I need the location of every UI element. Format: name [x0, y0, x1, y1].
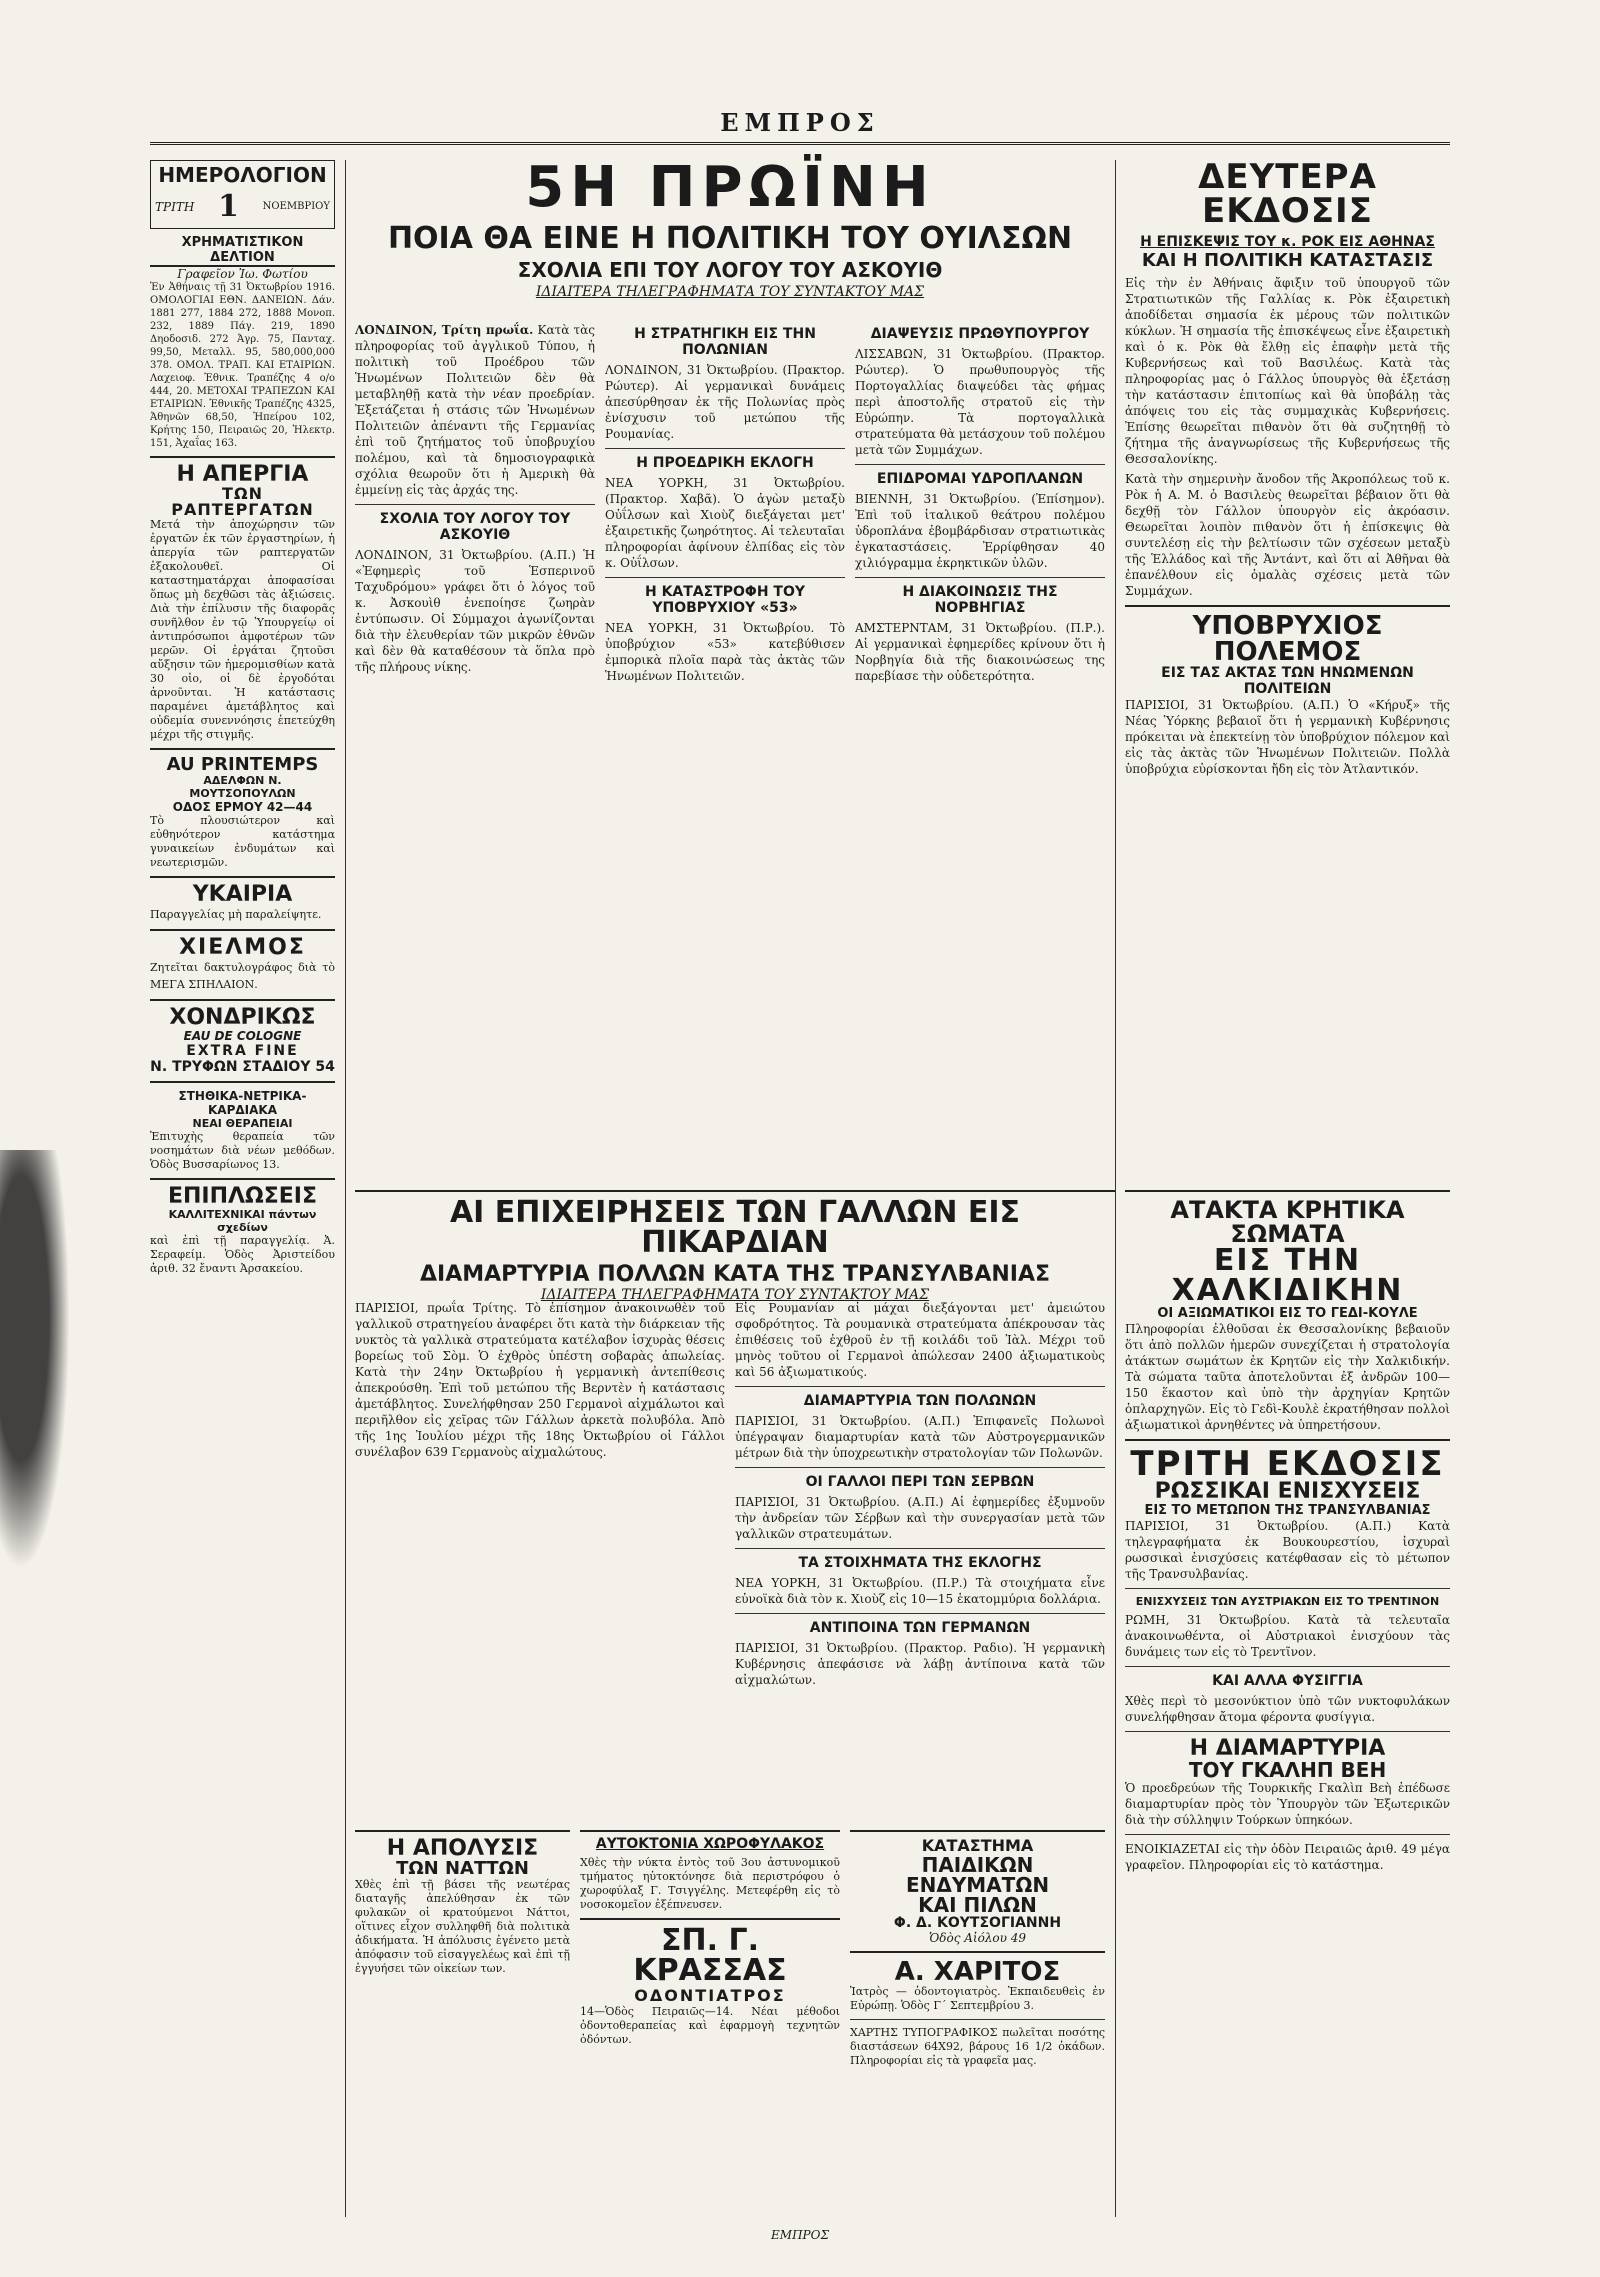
- bulletin-title: ΧΡΗΜΑΤΙΣΤΙΚΟΝ ΔΕΛΤΙΟΝ: [150, 235, 335, 267]
- picardy-telegram-line: ΙΔΙΑΙΤΕΡΑ ΤΗΛΕΓΡΑΦΗΜΑΤΑ ΤΟΥ ΣΥΝΤΑΚΤΟΥ ΜΑΣ: [540, 1287, 930, 1303]
- london-text: Κατὰ τὰς πληροφορίας τοῦ ἀγγλικοῦ Τύπου, ἡ πολιτικὴ τοῦ Προέδρου τῶν Ἡνωμένων Πολιτειῶν δὲν θὰ μεταβληθῇ κατὰ τὴν νέαν προεδρίαν. Ἐξετάζεται ἡ στάσις τῶν Ἡνωμένων Πολιτειῶν ἀπέναντι τῆς Γερμανίας ἐπὶ τοῦ ζητήματος τοῦ ὑποβρυχίου πολέμου, καὶ τὰ δημοσιογραφικὰ σχόλια θεωροῦν ὅτι ἡ Ἀμερικὴ θὰ ἐμμείνῃ εἰς τὰς ἀρχάς της.: [355, 323, 595, 497]
- asquith-text: ΛΟΝΔΙΝΟΝ, 31 Ὀκτωβρίου. (Α.Π.) Ἡ «Ἐφημερὶς τοῦ Ἑσπερινοῦ Ταχυδρόμου» γράφει ὅτι ὁ λόγος τοῦ κ. Ἀσκουὶθ ἐνεποίησε ζωηρὰν ἐντύπωσιν. Οἱ Σύμμαχοι ἀγωνίζονται διὰ τὴν ἐλευθερίαν τῶν μικρῶν ἐθνῶν καὶ δὲν θὰ καταθέσουν τὰ ὅπλα πρὸ τῆς πλήρους νίκης.: [355, 548, 595, 674]
- serbs-head: ΟΙ ΓΑΛΛΟΙ ΠΕΡΙ ΤΩΝ ΣΕΡΒΩΝ: [805, 1474, 1035, 1490]
- poles-text: ΠΑΡΙΣΙΟΙ, 31 Ὀκτωβρίου. (Α.Π.) Ἐπιφανεῖς Πολωνοὶ ὑπέγραψαν διαμαρτυρίαν κατὰ τῶν Αὐστρογερμανικῶν μέτρων διὰ τὴν ὑποχρεωτικὴν στρατολογίαν τῶν Πολωνῶν.: [735, 1414, 1105, 1460]
- third-edition-title: ΤΡΙΤΗ ΕΚΔΟΣΙΣ: [1130, 1444, 1445, 1484]
- russian-sub: ΕΙΣ ΤΟ ΜΕΤΩΠΟΝ ΤΗΣ ΤΡΑΝΣΥΛΒΑΝΙΑΣ: [1144, 1503, 1431, 1518]
- dentist-text: 14—Ὁδὸς Πειραιῶς—14. Νέαι μέθοδοι ὀδοντοθεραπείας καὶ ἐφαρμογὴ τεχνητῶν ὀδόντων.: [580, 2005, 840, 2046]
- calendar-title: ΗΜΕΡΟΛΟΓΙΟΝ: [158, 163, 327, 187]
- russian-head: ΡΩΣΣΙΚΑΙ ΕΝΙΣΧΥΣΕΙΣ: [1154, 1479, 1421, 1504]
- premier-text: ΛΙΣΣΑΒΩΝ, 31 Ὀκτωβρίου. (Πρακτορ. Ρώυτερ). Ὁ πρωθυπουργὸς τῆς Πορτογαλλίας διαψεύδει τὰς φήμας περὶ ἀποστολῆς στρατοῦ εἰς τὴν Εὐρώπην. Τὰ πορτογαλλικὰ στρατεύματα θὰ μετάσχουν τοῦ πολέμου μετὰ τῶν Συμμάχων.: [855, 347, 1105, 457]
- clinic-text: Ἐπιτυχὴς θεραπεία τῶν νοσημάτων διὰ νέων μεθόδων. Ὁδὸς Βυσσαρίωνος 13.: [150, 1130, 335, 1171]
- masthead-rule: [150, 142, 1450, 145]
- trentino-head: ΕΝΙΣΧΥΣΕΙΣ ΤΩΝ ΑΥΣΤΡΙΑΚΩΝ ΕΙΣ ΤΟ ΤΡΕΝΤΙΝΟΝ: [1135, 1595, 1440, 1608]
- strategy-text: ΛΟΝΔΙΝΟΝ, 31 Ὀκτωβρίου. (Πρακτορ. Ρώυτερ). Αἱ γερμανικαὶ δυνάμεις ἀπεσύρθησαν ἐκ τῆς Πολωνίας πρὸς ἐνίσχυσιν τοῦ μετώπου τῆς Ρουμανίας.: [605, 363, 845, 441]
- xielmos-text: Ζητεῖται δακτυλογράφος διὰ τὸ ΜΕΓΑ ΣΠΗΛΑΙΟΝ.: [150, 961, 335, 991]
- protest-head-2: ΤΟΥ ΓΚΑΛΗΠ ΒΕΗ: [1188, 1758, 1387, 1782]
- shop-head: ΚΑΤΑΣΤΗΜΑ: [921, 1836, 1034, 1855]
- crete-head: ΑΤΑΚΤΑ ΚΡΗΤΙΚΑ ΣΩΜΑΤΑ: [1170, 1196, 1405, 1248]
- picardy-text: ΠΑΡΙΣΙΟΙ, πρωΐα Τρίτης. Τὸ ἐπίσημον ἀνακοινωθὲν τοῦ γαλλικοῦ στρατηγείου ἀναφέρει ὅτι κατὰ τὴν διάρκειαν τῆς νυκτὸς τὰ γαλλικὰ στρατεύματα κατέλαβον ἰσχυρὰς θέσεις βορείως τοῦ Σὸμ. Ὁ ἐχθρὸς ὑπέστη σοβαρὰς ἀπωλείας. Κατὰ τὴν 24ην Ὀκτωβρίου ἡ γερμανικὴ ἀντεπίθεσις ἀπεκρούσθη. Ἐπὶ τοῦ μετώπου τῆς Βερντὲν ἡ κατάστασις ἀμετάβλητος. Συνελήφθησαν 250 Γερμανοὶ αἰχμάλωτοι καὶ περιῆλθον εἰς χεῖρας τῶν Γάλλων ἀρκετὰ πολυβόλα. Ἀπὸ τῆς 1ης Ἰουλίου μέχρι τῆς 18ης Ὀκτωβρίου οἱ Γάλλοι συνέλαβον 639 Γερμανοὺς αἰχμαλώτους.: [355, 1301, 725, 1459]
- election-head: Η ΠΡΟΕΔΡΙΚΗ ΕΚΛΟΓΗ: [636, 455, 814, 471]
- elections-head: ΤΑ ΣΤΟΙΧΗΜΑΤΑ ΤΗΣ ΕΚΛΟΓΗΣ: [798, 1555, 1042, 1571]
- crete-sub: ΟΙ ΑΞΙΩΜΑΤΙΚΟΙ ΕΙΣ ΤΟ ΓΕΔΙ-ΚΟΥΛΕ: [1157, 1306, 1418, 1321]
- rent-text: ΕΝΟΙΚΙΑΖΕΤΑΙ εἰς τὴν ὁδὸν Πειραιῶς ἀριθ. 49 μέγα γραφεῖον. Πληροφορίαι εἰς τὸ κατάστημα.: [1125, 1842, 1450, 1872]
- printemps-title: AU PRINTEMPS: [166, 754, 319, 775]
- release-head: Η ΑΠΟΛΥΣΙΣ: [386, 1836, 539, 1861]
- protest-head: Η ΔΙΑΜΑΡΤΥΡΙΑ: [1189, 1736, 1386, 1761]
- printemps-sub: ΑΔΕΛΦΩΝ Ν. ΜΟΥΤΣΟΠΟΥΛΩΝ: [189, 774, 296, 800]
- protest-text: Ὁ προεδρεύων τῆς Τουρκικῆς Γκαλὶπ Βεὴ ἐπέδωσε διαμαρτυρίαν πρὸς τὸν Ὑπουργὸν τῶν Ἐξωτερικῶν διὰ τὴν σύλληψιν Τούρκων ὑπηκόων.: [1125, 1781, 1450, 1827]
- election-text: ΝΕΑ ΥΟΡΚΗ, 31 Ὀκτωβρίου. (Πρακτορ. Χαβᾶ). Ὁ ἀγὼν μεταξὺ Οὐΐλσων καὶ Χιοὺζ διεξάγεται μετ' ἐξαιρετικῆς ζωηρότητος. Αἱ τελευταῖαι πληροφορίαι ἀφίνουν ἐλπίδας εἰς τὸν κ. Οὐΐλσων.: [605, 476, 845, 570]
- premier-head: ΔΙΑΨΕΥΣΙΣ ΠΡΩΘΥΠΟΥΡΓΟΥ: [870, 326, 1090, 342]
- main-telegram-line: ΙΔΙΑΙΤΕΡΑ ΤΗΛΕΓΡΑΦΗΜΑΤΑ ΤΟΥ ΣΥΝΤΑΚΤΟΥ ΜΑΣ: [535, 284, 925, 300]
- picardy-header: [355, 1190, 1115, 1303]
- furniture-title: ΕΠΙΠΛΩΣΕΙΣ: [167, 1184, 318, 1209]
- picardy-text-2: Εἰς Ρουμανίαν αἱ μάχαι διεξάγονται μετ' ἀμειώτου σφοδρότητος. Τὰ ρουμανικὰ στρατεύματα ἀπέκρουσαν τὰς ἐπιθέσεις τοῦ ἐχθροῦ ἐν τῇ κοιλάδι τοῦ Ἰὰλ. Μέχρι τοῦ μηνὸς τοῦτου οἱ Γερμανοὶ ἀπώλεσαν 2400 ἀξιωματικοὺς καὶ 56 ἀξιωματικούς.: [735, 1301, 1105, 1379]
- center-top: [355, 155, 1105, 300]
- suicide-head: ΑΥΤΟΚΤΟΝΙΑ ΧΩΡΟΦΥΛΑΚΟΣ: [595, 1836, 825, 1852]
- picardy-head: ΑΙ ΕΠΙΧΕΙΡΗΣΕΙΣ ΤΩΝ ΓΑΛΛΩΝ ΕΙΣ ΠΙΚΑΡΔΙΑΝ: [449, 1195, 1021, 1260]
- cologne-fine: EXTRA FINE: [186, 1043, 299, 1059]
- column-divider: [1115, 160, 1116, 2217]
- right-column-top: [1125, 160, 1450, 1180]
- submarine-text: ΠΑΡΙΣΙΟΙ, 31 Ὀκτωβρίου. (Α.Π.) Ὁ «Κήρυξ» τῆς Νέας Ὑόρκης βεβαιοῖ ὅτι ἡ γερμανικὴ Κυβέρνησις πρόκειται νὰ ἐπεκτείνῃ τὸν ὑποβρύχιον πόλεμον καὶ εἰς τὰς ἀκτὰς τῶν Ἡνωμένων Πολιτειῶν. Πολλὰ ὑποβρύχια εὑρίσκονται ἤδη εἰς τὸν Ἀτλαντικόν.: [1125, 698, 1450, 776]
- calendar-day: ΤΡΙΤΗ: [155, 199, 195, 214]
- kairia-title: ΥΚΑΙΡΙΑ: [192, 882, 293, 907]
- left-column: [150, 160, 335, 2217]
- column-divider: [345, 160, 346, 2217]
- london-dateline: ΛΟΝΔΙΝΟΝ, Τρίτη πρωΐα.: [355, 323, 534, 337]
- asquith-head: ΣΧΟΛΙΑ ΤΟΥ ΛΟΓΟΥ ΤΟΥ ΑΣΚΟΥΙΘ: [379, 511, 571, 543]
- shop-head-2: ΠΑΙΔΙΚΩΝ ΕΝΔΥΜΑΤΩΝ: [905, 1853, 1050, 1897]
- submarine-sub: ΕΙΣ ΤΑΣ ΑΚΤΑΣ ΤΩΝ ΗΝΩΜΕΝΩΝ ΠΟΛΙΤΕΙΩΝ: [1161, 665, 1414, 697]
- center-col-b: [605, 322, 845, 1182]
- release-text: Χθὲς ἐπὶ τῇ βάσει τῆς νεωτέρας διαταγῆς ἀπελύθησαν ἐκ τῶν φυλακῶν οἱ κρατούμενοι Νάττοι, οἵτινες εἶχον συλληφθῆ διὰ πολιτικὰ ἀδικήματα. Ἡ ἀπόλυσις ἐγένετο μετὰ ἀπόφασιν τοῦ εἰσαγγελέως καὶ ἐπὶ τῇ ἐγγυήσει τῶν οἰκείων των.: [355, 1878, 570, 1975]
- edition-title: 5Η ΠΡΩΪΝΗ: [525, 155, 935, 220]
- bulletin-author: Γραφεῖον Ἰω. Φωτίου: [177, 267, 308, 281]
- strike-text: Μετά τὴν ἀποχώρησιν τῶν ἐργατῶν ἐκ τῶν ἐργαστηρίων, ἡ ἀπεργία τῶν ραπτεργατῶν ἐξακολουθεῖ. Οἱ καταστηματάρχαι ἀποφασίσαι ὅπως μὴ δεχθῶσι τὰς ἀξιώσεις. Διὰ τὴν ἐπίλυσιν τῆς διαφορᾶς συνῆλθον ἐν τῷ Ὑπουργείῳ οἱ ἀντιπρόσωποι ἀμφοτέρων τῶν μερῶν. Οἱ ἐργάται ζητοῦσι αὔξησιν τῶν ἡμερομισθίων κατὰ 30 οἰο, οἱ δὲ ἐργοδόται ἀρνοῦνται. Ἡ κατάστασις παραμένει ἀμετάβλητος καὶ οὐδεμία συνεννόησις ἐπετεύχθη μέχρι τῆς στιγμῆς.: [150, 518, 335, 741]
- hydroplane-text: ΒΙΕΝΝΗ, 31 Ὀκτωβρίου. (Ἐπίσημον). Ἐπὶ τοῦ ἰταλικοῦ θεάτρου πολέμου ὑδροπλάνα ἐβομβάρδισαν στρατιωτικὰς ἐγκαταστάσεις. Ἐρρίφθησαν 40 χιλιόγραμμα ἐκρηκτικῶν ὑλῶν.: [855, 492, 1105, 570]
- doctor-head: Α. ΧΑΡΙΤΟΣ: [894, 1957, 1061, 1987]
- other-head: ΚΑΙ ΑΛΛΑ ΦΥΣΙΓΓΙΑ: [1212, 1673, 1363, 1689]
- center-col-a: [355, 322, 595, 1182]
- picardy-col-a: [355, 1300, 725, 1820]
- strike-subtitle: ΤΩΝ ΡΑΠΤΕΡΓΑΤΩΝ: [171, 484, 314, 519]
- bulletin-text: Ἐν Ἀθήναις τῇ 31 Ὀκτωβρίου 1916. ΟΜΟΛΟΓΙΑΙ ΕΘΝ. ΔΑΝΕΙΩΝ. Δάν. 1881 277, 1884 272, 1888 Μονοπ. 232, 1889 Πάγ. 219, 1890 Δηοδοσιδ. 272 Ἀγρ. 75, Πανταχ. 99,50, Μεταλλ. 95, 580,000,000 378. ΟΜΟΛ. ΤΡΑΠ. ΚΑΙ ΕΤΑΙΡΙΩΝ. Λαχειοφ. Ἐθνικ. Τραπέζης 4 ο/ο 444, 20. ΜΕΤΟΧΑΙ ΤΡΑΠΕΖΩΝ ΚΑΙ ΕΤΑΙΡΙΩΝ. Ἐθνικῆς Τραπέζης 4325, Ἀθηνῶν 68,50, Ἠπείρου 102, Κρήτης 150, Πειραιῶς 20, Ἠλεκτρ. 151, Ἀχαΐας 163.: [150, 282, 335, 449]
- shop-head-3: ΚΑΙ ΠΙΛΩΝ: [918, 1893, 1037, 1917]
- reprisals-head: ΑΝΤΙΠΟΙΝΑ ΤΩΝ ΓΕΡΜΑΝΩΝ: [809, 1620, 1031, 1636]
- picardy-sub: ΔΙΑΜΑΡΤΥΡΙΑ ΠΟΛΛΩΝ ΚΑΤΑ ΤΗΣ ΤΡΑΝΣΥΛΒΑΝΙΑΣ: [419, 1262, 1051, 1287]
- cologne-title: ΧΟΝΔΡΙΚΩΣ: [169, 1005, 316, 1030]
- furniture-sub: ΚΑΛΛΙΤΕΧΝΙΚΑΙ πάντων σχεδίων: [168, 1208, 317, 1234]
- hydroplane-head: ΕΠΙΔΡΟΜΑΙ ΥΔΡΟΠΛΑΝΩΝ: [876, 471, 1084, 487]
- strategy-head: Η ΣΤΡΑΤΗΓΙΚΗ ΕΙΣ ΤΗΝ ΠΟΛΩΝΙΑΝ: [634, 326, 816, 358]
- rok-sub: ΚΑΙ Η ΠΟΛΙΤΙΚΗ ΚΑΤΑΣΤΑΣΙΣ: [1141, 250, 1434, 271]
- release-block: [355, 1830, 570, 2212]
- dentist-sub: ΟΔΟΝΤΙΑΤΡΟΣ: [634, 1986, 786, 2005]
- ink-stain: [0, 1150, 70, 1570]
- second-edition-title: ΔΕΥΤΕΡΑ ΕΚΔΟΣΙΣ: [1198, 160, 1377, 231]
- shop-address: Ὁδὸς Αἰόλου 49: [928, 1931, 1027, 1945]
- center-col-c: [855, 322, 1105, 1182]
- masthead: [0, 0, 1600, 150]
- xielmos-title: ΧΙΕΛΜΟΣ: [179, 935, 306, 960]
- catastrophe-text: ΝΕΑ ΥΟΡΚΗ, 31 Ὀκτωβρίου. Τὸ ὑποβρύχιον «53» κατεβύθισεν ἐμπορικὰ πλοῖα παρὰ τὰς ἀκτὰς τῶν Ἡνωμένων Πολιτειῶν.: [605, 621, 845, 683]
- calendar-date: 1: [218, 189, 239, 224]
- rok-text: Εἰς τὴν ἐν Ἀθήναις ἄφιξιν τοῦ ὑπουργοῦ τῶν Στρατιωτικῶν τῆς Γαλλίας κ. Ρὸκ ἐξαιρετικὴ ἀποδίδεται σημασία ἐκ μέρους τῶν πολιτικῶν κύκλων. Ἡ σημασία τῆς ἐπισκέψεως εἶνε ἐξαιρετικὴ καὶ ὁ κ. Ρὸκ θὰ ἔλθῃ εἰς ἐπαφὴν μετὰ τῆς Κυβερνήσεως καὶ τοῦ Βασιλέως. Κατὰ τὰς πληροφορίας μας ὁ Γάλλος ὑπουργὸς θὰ ἐξετάσῃ τὴν κατάστασιν ἐπιτοπίως καὶ θὰ ὑποβάλῃ τὰς ἀπόψεις του εἰς τὰς συμμαχικὰς Κυβερνήσεις. Ἐπίσης θεωρεῖται πιθανὸν ὅτι θὰ συζητηθῇ τὸ ζήτημα τῆς ἀναγνωρίσεως τῆς Κυβερνήσεως τῆς Θεσσαλονίκης.: [1125, 276, 1450, 466]
- crete-text: Πληροφορίαι ἐλθοῦσαι ἐκ Θεσσαλονίκης βεβαιοῦν ὅτι ἀπὸ πολλῶν ἡμερῶν συνεχίζεται ἡ στρατολογία ἀτάκτων σωμάτων ἐκ Κρητῶν εἰς τὴν Χαλκιδικήν. Τὰ σώματα ταῦτα ἀποτελοῦνται ἐξ ἀνδρῶν 100—150 ἕκαστον καὶ ὑπὸ τὴν ἀρχηγίαν Κρητῶν ὁπλαρχηγῶν. Εἰς τὸ Γεδὶ-Κουλὲ ἐκρατήθησαν πολλοὶ ἀξιωματικοὶ ἀρνηθέντες νὰ ὑπηρετήσουν.: [1125, 1322, 1450, 1432]
- suicide-block: [580, 1830, 840, 2212]
- rok-text-2: Κατὰ τὴν σημερινὴν ἄνοδον τῆς Ἀκροπόλεως τοῦ κ. Ρὸκ ἡ Α. Μ. ὁ Βασιλεὺς θεωρεῖται βέβαιον ὅτι θὰ δεχθῇ τὸν Γάλλον ὑπουργὸν εἰς ἀκρόασιν. Θεωρεῖται λοιπὸν πιθανὸν ὅτι ἡ ἐπίσκεψις θὰ συντελέσῃ εἰς τὴν βελτίωσιν τῶν σχέσεων μεταξὺ τῆς Ἑλλάδος καὶ τῆς Ἀντάντ, καὶ ὅτι αἱ Ἀθῆναι θὰ ἐπανέλθουν εἰς ὁμαλὰς σχέσεις μετὰ τῶν Συμμάχων.: [1125, 472, 1450, 598]
- main-subheadline: ΣΧΟΛΙΑ ΕΠΙ ΤΟΥ ΛΟΓΟΥ ΤΟΥ ΑΣΚΟΥΙΘ: [517, 258, 943, 282]
- russian-text: ΠΑΡΙΣΙΟΙ, 31 Ὀκτωβρίου. (Α.Π.) Κατὰ τηλεγραφήματα ἐκ Βουκουρεστίου, ἰσχυραὶ ρωσσικαὶ ἐνισχύσεις κατέφθασαν εἰς τὸ μέτωπον τῆς Τρανσυλβανίας.: [1125, 1519, 1450, 1581]
- serbs-text: ΠΑΡΙΣΙΟΙ, 31 Ὀκτωβρίου. (Α.Π.) Αἱ ἐφημερίδες ἐξυμνοῦν τὴν ἀνδρείαν τῶν Σέρβων καὶ τὴν συνεργασίαν μετὰ τῶν γαλλικῶν στρατευμάτων.: [735, 1495, 1105, 1541]
- crete-head-2: ΕΙΣ ΤΗΝ ΧΑΛΚΙΔΙΚΗΝ: [1171, 1243, 1404, 1308]
- other-text: Χθὲς περὶ τὸ μεσονύκτιον ὑπὸ τῶν νυκτοφυλάκων συνελήφθησαν ἄτομα φέροντα φυσίγγια.: [1125, 1694, 1450, 1724]
- right-column-bottom: [1125, 1190, 1450, 2212]
- rok-head: Η ΕΠΙΣΚΕΨΙΣ ΤΟΥ κ. ΡΟΚ ΕΙΣ ΑΘΗΝΑΣ: [1140, 234, 1435, 250]
- paper-text: ΧΑΡΤΗΣ ΤΥΠΟΓΡΑΦΙΚΟΣ πωλεῖται ποσότης διαστάσεων 64Χ92, βάρους 16 1/2 ὀκάδων. Πληροφορίαι εἰς τὰ γραφεῖα μας.: [850, 2026, 1105, 2067]
- kairia-text: Παραγγελίας μὴ παραλείψητε.: [150, 908, 322, 921]
- doctor-text: Ἰατρὸς — ὀδοντογιατρὸς. Ἐκπαιδευθεὶς ἐν Εὐρώπῃ. Ὁδὸς Γ΄ Σεπτεμβρίου 3.: [850, 1985, 1105, 2012]
- norway-text: ΑΜΣΤΕΡΝΤΑΜ, 31 Ὀκτωβρίου. (Π.Ρ.). Αἱ γερμανικαὶ ἐφημερίδες κρίνουν ὅτι ἡ Νορβηγία διὰ τῆς διακοινώσεως της παρεβίασε τὴν οὐδετερότητα.: [855, 621, 1105, 683]
- submarine-head: ΥΠΟΒΡΥΧΙΟΣ ΠΟΛΕΜΟΣ: [1192, 611, 1383, 667]
- strike-title: Η ΑΠΕΡΓΙΑ: [176, 462, 309, 487]
- shop-block: [850, 1830, 1105, 2212]
- picardy-col-b: [735, 1300, 1105, 1820]
- dentist-head: ΣΠ. Γ. ΚΡΑΣΣΑΣ: [633, 1923, 787, 1988]
- footer-note: ΕΜΠΡΟΣ: [771, 2228, 829, 2242]
- clinic-sub: ΝΕΑΙ ΘΕΡΑΠΕΙΑΙ: [192, 1117, 293, 1130]
- shop-owner: Φ. Δ. ΚΟΥΤΣΟΓΙΑΝΝΗ: [893, 1915, 1062, 1931]
- main-headline: ΠΟΙΑ ΘΑ ΕΙΝΕ Η ΠΟΛΙΤΙΚΗ ΤΟΥ ΟΥΙΛΣΩΝ: [387, 221, 1073, 256]
- catastrophe-head: Η ΚΑΤΑΣΤΡΟΦΗ ΤΟΥ ΥΠΟΒΡΥΧΙΟΥ «53»: [644, 584, 805, 616]
- poles-head: ΔΙΑΜΑΡΤΥΡΙΑ ΤΩΝ ΠΟΛΩΝΩΝ: [803, 1393, 1037, 1409]
- cologne-sub: EAU DE COLOGNE: [183, 1029, 302, 1043]
- release-head-2: ΤΩΝ ΝΑΤΤΩΝ: [396, 1858, 529, 1879]
- elections-text: ΝΕΑ ΥΟΡΚΗ, 31 Ὀκτωβρίου. (Π.Ρ.) Τὰ στοιχήματα εἶνε εὐνοϊκὰ διὰ τὸν κ. Χιοὺζ εἰς 10—15 ἑκατομμύρια δολλάρια.: [735, 1576, 1105, 1606]
- calendar-month: ΝΟΕΜΒΡΙΟΥ: [262, 201, 330, 212]
- cologne-shop: Ν. ΤΡΥΦΩΝ ΣΤΑΔΙΟΥ 54: [150, 1059, 335, 1075]
- reprisals-text: ΠΑΡΙΣΙΟΙ, 31 Ὀκτωβρίου. (Πρακτορ. Ραδιο). Ἡ γερμανικὴ Κυβέρνησις ἀπεφάσισε νὰ λάβῃ ἀντίποινα κατὰ τῶν αἰχμαλώτων.: [735, 1641, 1105, 1687]
- norway-head: Η ΔΙΑΚΟΙΝΩΣΙΣ ΤΗΣ ΝΟΡΒΗΓΙΑΣ: [902, 584, 1058, 616]
- calendar-box: [150, 160, 335, 229]
- suicide-text: Χθὲς τὴν νύκτα ἐντὸς τοῦ 3ου ἀστυνομικοῦ τμήματος ηὐτοκτόνησε διὰ περιστρόφου ὁ χωροφύλαξ Γ. Τσιγγέλης. Μετεφέρθη εἰς τὸ νοσοκομεῖον ἐξέπνευσεν.: [580, 1856, 840, 1911]
- printemps-address: ΟΔΟΣ ΕΡΜΟΥ 42—44: [172, 800, 313, 814]
- clinic-title: ΣΤΗΘΙΚΑ-ΝΕΤΡΙΚΑ-ΚΑΡΔΙΑΚΑ: [178, 1089, 307, 1117]
- trentino-text: ΡΩΜΗ, 31 Ὀκτωβρίου. Κατὰ τὰ τελευταῖα ἀνακοινωθέντα, οἱ Αὐστριακοὶ ἐνισχύουν τὰς δυνάμεις των εἰς τὸ Τρεντῖνον.: [1125, 1613, 1450, 1659]
- printemps-text: Τὸ πλουσιώτερον καὶ εὐθηνότερον κατάστημα γυναικείων ἐνδυμάτων καὶ νεωτερισμῶν.: [150, 814, 335, 869]
- furniture-text: καὶ ἐπὶ τῇ παραγγελίᾳ. Ἀ. Σεραφείμ. Ὁδὸς Ἀριστείδου ἀριθ. 32 ἔναντι Ἀρσακείου.: [150, 1234, 335, 1275]
- newspaper-title: ΕΜΠΡΟΣ: [720, 108, 880, 137]
